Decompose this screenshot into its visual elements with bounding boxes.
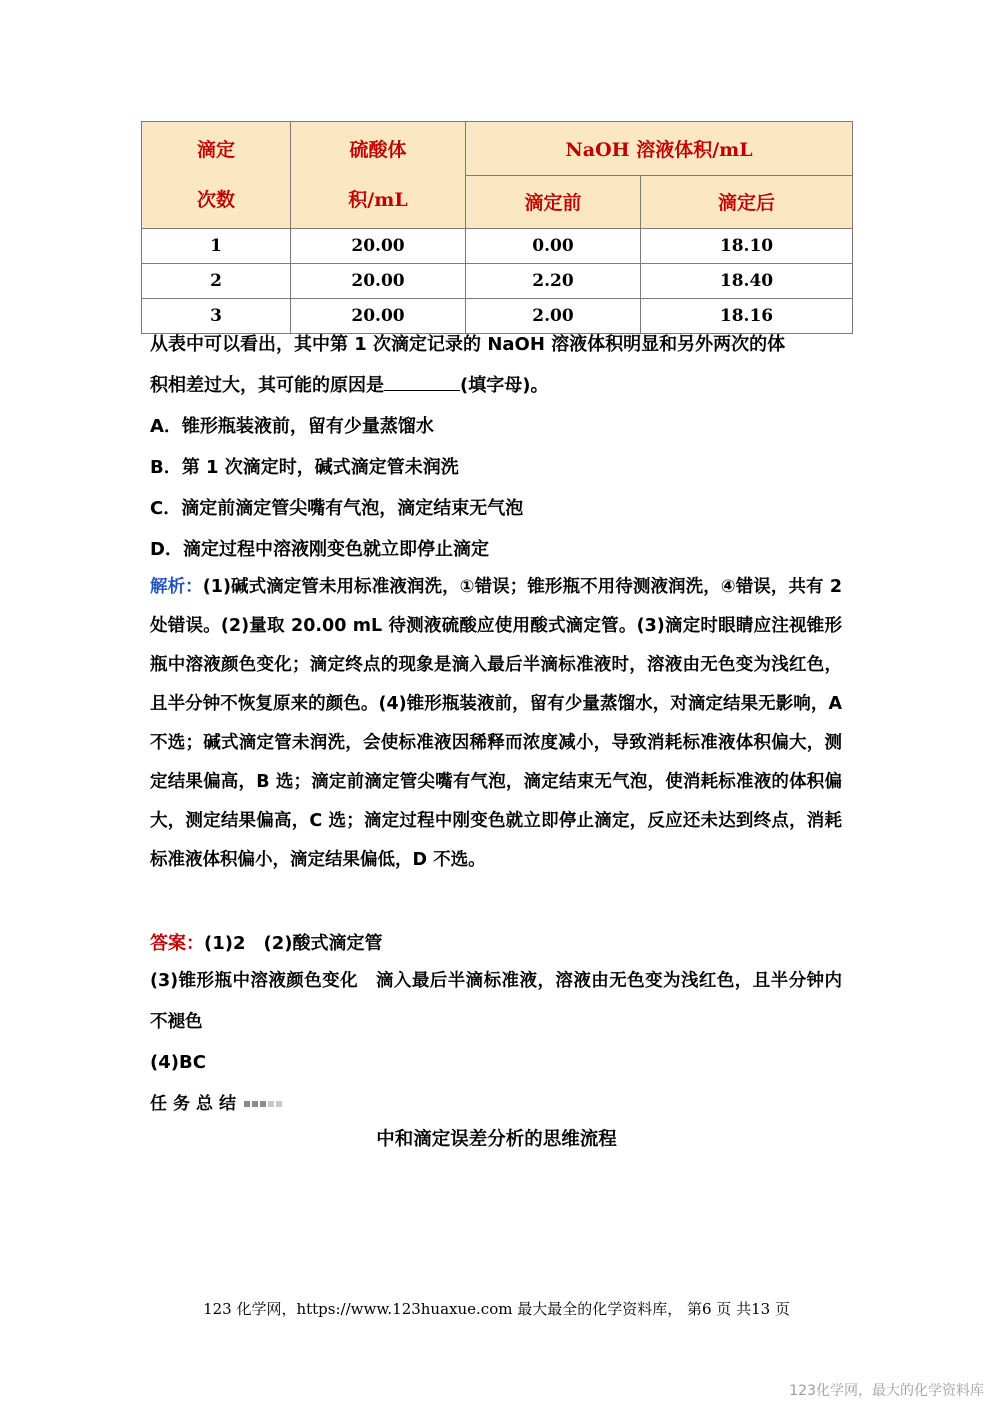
analysis-label: 解析： [150, 577, 203, 597]
square-icon [244, 1101, 250, 1107]
header-naoh-volume: NaOH 溶液体积/mL [466, 122, 853, 176]
cell-before: 2.20 [466, 264, 641, 299]
analysis-text: (1)碱式滴定管未用标准液润洗，①错误；锥形瓶不用待测液润洗，④错误，共有 2 处错误。(2)量取 20.00 mL 待测液硫酸应使用酸式滴定管。(3)滴定时眼睛应注视锥形瓶中溶液颜色变化；滴定终点的现象是滴入最后半滴标准液时，溶液由无色变为浅红色，且半分钟不恢复原来的颜色。(4)锥形瓶装液前，留有少量蒸馏水，对滴定结果无影响，A 不选；碱式滴定管未润洗，会使标准液因稀释而浓度减小，导致消耗标准液体积偏大，测定结果偏高，B 选；滴定前滴定管尖嘴有气泡，滴定结束无气泡，使消耗标准液的体积偏大，测定结果偏高，C 选；滴定过程中刚变色就立即停止滴定，反应还未达到终点，消耗标准液体积偏小，滴定结果偏低，D 不选。 [150, 577, 842, 870]
cell-after: 18.10 [641, 229, 853, 264]
summary-heading [150, 1089, 282, 1114]
answer-line-1 [150, 929, 850, 955]
watermark: 123化学网，最大的化学资料库 [789, 1383, 984, 1399]
header-trial-count: 滴定 次数 [142, 122, 291, 229]
question-hint: (填字母)。 [460, 375, 549, 396]
cell-after: 18.16 [641, 299, 853, 334]
answer-blank [384, 372, 460, 391]
cell-acid-volume: 20.00 [291, 264, 466, 299]
table-row [142, 264, 853, 299]
cell-before: 2.00 [466, 299, 641, 334]
question-line-1: 从表中可以看出，其中第 1 次滴定记录的 NaOH 溶液体积明显和另外两次的体 [150, 334, 786, 355]
table-row [142, 229, 853, 264]
option-d: D．滴定过程中溶液刚变色就立即停止滴定 [150, 539, 489, 560]
option-b: B．第 1 次滴定时，碱式滴定管未润洗 [150, 457, 459, 478]
option-c: C．滴定前滴定管尖嘴有气泡，滴定结束无气泡 [150, 498, 524, 519]
cell-after: 18.40 [641, 264, 853, 299]
option-a: A．锥形瓶装液前，留有少量蒸馏水 [150, 416, 434, 437]
page-footer: 123 化学网，https://www.123huaxue.com 最大最全的化学资料库， 第6 页 共13 页 [203, 1300, 790, 1318]
titration-table [141, 121, 853, 334]
cell-acid-volume: 20.00 [291, 229, 466, 264]
header-after: 滴定后 [641, 175, 853, 229]
header-acid-volume: 硫酸体 积/mL [291, 122, 466, 229]
square-icon [252, 1101, 258, 1107]
cell-acid-volume: 20.00 [291, 299, 466, 334]
header-before: 滴定前 [466, 175, 641, 229]
analysis-paragraph [150, 568, 842, 880]
table-header-row [142, 122, 853, 176]
answer-label: 答案： [150, 933, 204, 954]
cell-trial: 2 [142, 264, 291, 299]
question-line-2 [150, 371, 850, 397]
answer-part-1-2: (1)2 (2)酸式滴定管 [204, 933, 383, 954]
question-text: 积相差过大，其可能的原因是 [150, 375, 384, 396]
cell-trial: 3 [142, 299, 291, 334]
square-icon [260, 1101, 266, 1107]
table-row [142, 299, 853, 334]
section-title: 中和滴定误差分析的思维流程 [376, 1129, 617, 1150]
cell-before: 0.00 [466, 229, 641, 264]
square-icon [276, 1101, 282, 1107]
square-icon [268, 1101, 274, 1107]
cell-trial: 1 [142, 229, 291, 264]
answer-line-2: (3)锥形瓶中溶液颜色变化 滴入最后半滴标准液，溶液由无色变为浅红色，且半分钟内不褪色 [150, 971, 842, 1032]
answer-line-3: (4)BC [150, 1052, 206, 1073]
summary-label: 任务总结 [150, 1094, 242, 1114]
